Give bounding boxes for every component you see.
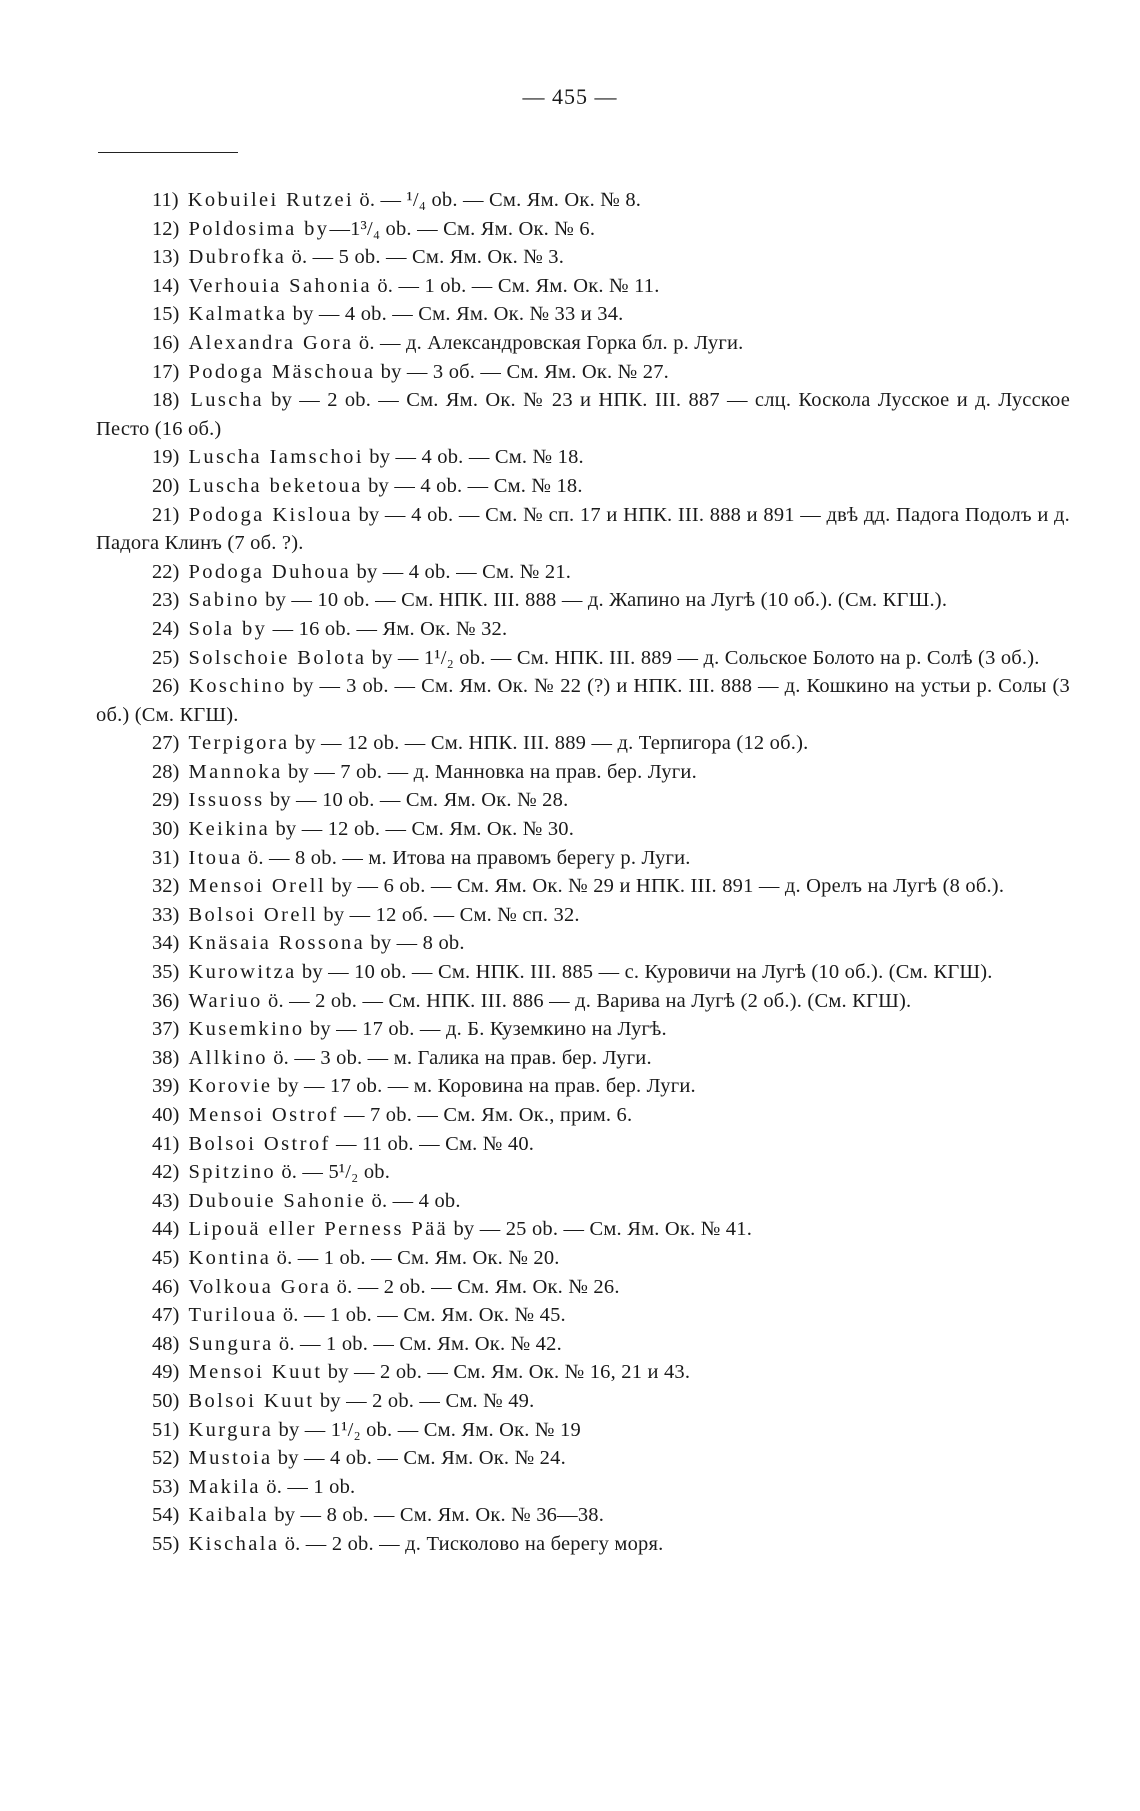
entry-description: ö. — 1 ob. — См. Ям. Ок. № 42. (273, 1332, 562, 1355)
entry-place-name: Makila (188, 1475, 261, 1498)
entry-place-name: Wariuo (188, 989, 263, 1012)
entry-number: 30) (152, 818, 180, 841)
entry (96, 1044, 1070, 1073)
entry-number: 28) (152, 760, 180, 783)
entry (96, 558, 1070, 587)
entry-description: ö. — 5¹/₂ ob. (276, 1161, 391, 1184)
entry-number: 32) (152, 875, 180, 898)
entry-description: by — 10 ob. — См. Ям. Ок. № 28. (264, 789, 569, 812)
entry-place-name: Volkoua Gora (188, 1275, 332, 1298)
entry-number: 38) (152, 1046, 180, 1069)
entry-place-name: Podoga Kisloua (188, 503, 353, 526)
entry-description: ö. — 4 ob. (366, 1189, 461, 1212)
entry-place-name: Turiloua (188, 1304, 278, 1327)
entry (96, 1416, 1070, 1445)
entry-number: 40) (152, 1104, 180, 1126)
entry (96, 443, 1070, 472)
entry-place-name: Allkino (188, 1046, 268, 1069)
entry-number: 23) (152, 589, 180, 612)
entry (96, 644, 1070, 673)
entry-number: 41) (152, 1132, 180, 1155)
entry-description: by — 8 ob. (365, 932, 465, 955)
entry-description: ö. — 1 ob. (260, 1475, 356, 1498)
entry (96, 872, 1070, 901)
entry-place-name: Kusemkino (188, 1018, 305, 1041)
entry (96, 987, 1070, 1016)
entry-number: 24) (152, 617, 180, 640)
entry-description: by — 1¹/₂ ob. — См. Ям. Ок. № 19 (273, 1418, 581, 1441)
entry (96, 786, 1070, 815)
entry-number: 34) (152, 932, 180, 955)
entry (96, 1158, 1070, 1187)
entry-description: ö. — 5 ob. — См. Ям. Ок. № 3. (286, 246, 565, 269)
entry-number: 39) (152, 1075, 180, 1098)
entry-number: 17) (152, 360, 180, 383)
entry-number: 50) (152, 1389, 180, 1412)
entry-number: 46) (152, 1275, 180, 1298)
entry-place-name: Luscha Iamschoi (188, 446, 364, 469)
entry-description: — 7 ob. — См. Ям. Ок., прим. 6. (338, 1104, 633, 1126)
entry-place-name: Korovie (188, 1075, 273, 1098)
entry-description: ö. — ¹/₄ ob. — См. Ям. Ок. № 8. (354, 189, 642, 211)
entry-number: 33) (152, 903, 180, 926)
entry-description: by — 2 ob. — См. № 49. (314, 1389, 535, 1412)
entry-description: ö. — 1 ob. — См. Ям. Ок. № 20. (271, 1246, 560, 1269)
entry (96, 615, 1070, 644)
entry-number: 18) (152, 389, 180, 412)
entry-number: 12) (152, 217, 180, 240)
entry-number: 19) (152, 446, 180, 469)
entry-place-name: Bolsoi Kuut (188, 1389, 315, 1412)
entry (96, 1330, 1070, 1359)
entry-number: 37) (152, 1018, 180, 1041)
entry-description: ö. — 2 ob. — д. Тисколово на берегу моря. (279, 1532, 664, 1555)
entry (96, 501, 1070, 558)
entry (96, 815, 1070, 844)
entry-number: 44) (152, 1218, 180, 1241)
entry-description: by — 4 ob. — См. Ям. Ок. № 33 и 34. (287, 303, 624, 326)
entry-description: by — 4 ob. — См. Ям. Ок. № 24. (272, 1447, 566, 1470)
entry-description: —1³/₄ ob. — См. Ям. Ок. № 6. (329, 217, 596, 240)
entry-description: ö. — 1 ob. — См. Ям. Ок. № 11. (372, 274, 660, 297)
entry-description: by — 4 ob. — См. № 18. (362, 474, 583, 497)
entry-description: by — 10 ob. — См. НПК. III. 885 — с. Куровичи на Лугѣ (10 об.). (См. КГШ). (296, 961, 993, 984)
entry-description: by — 25 ob. — См. Ям. Ок. № 41. (448, 1218, 753, 1241)
entry-place-name: Kobuilei Rutzei (187, 189, 355, 211)
entry (96, 186, 1070, 215)
entry (96, 1301, 1070, 1330)
entry-number: 43) (152, 1189, 180, 1212)
entry-place-name: Podoga Mäschoua (188, 360, 376, 383)
entry-number: 54) (152, 1504, 180, 1527)
entry-place-name: Mannoka (188, 760, 283, 783)
entry-number: 42) (152, 1161, 180, 1184)
entry-description: by — 4 ob. — См. № 21. (351, 560, 572, 583)
entry-number: 15) (152, 303, 180, 326)
entry-place-name: Dubrofka (188, 246, 287, 269)
entry-description: by — 3 ob. — См. Ям. Ок. № 22 (?) и НПК. III. 888 — д. Кошкино на устьи р. Солы (3 об.) (См. КГШ). (96, 675, 1071, 726)
entry-description: ö. — 2 ob. — См. НПК. III. 886 — д. Варива на Лугѣ (2 об.). (См. КГШ). (262, 989, 912, 1012)
entry-number: 55) (152, 1532, 180, 1555)
entry-description: by — 6 ob. — См. Ям. Ок. № 29 и НПК. III. 891 — д. Орелъ на Лугѣ (8 об.). (326, 875, 1005, 898)
entry-place-name: Mensoi Kuut (188, 1361, 323, 1384)
entry (96, 1244, 1070, 1273)
entry-description: by — 2 ob. — См. Ям. Ок. № 23 и НПК. III. 887 — слц. Коскола Лусское и д. Лусское Песто (16 об.) (96, 389, 1071, 440)
entry (96, 1101, 1070, 1130)
entry-place-name: Dubouie Sahonie (188, 1189, 367, 1212)
entry (96, 901, 1070, 930)
entry (96, 958, 1070, 987)
entry-place-name: Kurowitza (188, 961, 297, 984)
entry-description: by — 4 ob. — См. № 18. (363, 446, 584, 469)
entry-description: by — 17 ob. — м. Коровина на прав. бер. Луги. (272, 1075, 696, 1098)
entry-number: 52) (152, 1447, 180, 1470)
entry (96, 1130, 1070, 1159)
entry-place-name: Sabino (188, 589, 260, 612)
entry-number: 36) (152, 989, 180, 1012)
entry-place-name: Mustoia (188, 1447, 273, 1470)
entry-description: by — 7 ob. — д. Манновка на прав. бер. Луги. (282, 760, 697, 783)
entry (96, 729, 1070, 758)
entry (96, 929, 1070, 958)
entry-place-name: Bolsoi Ostrof (188, 1132, 331, 1155)
entry-place-name: Kurgura (188, 1418, 274, 1441)
entry-place-name: Podoga Duhoua (188, 560, 352, 583)
entry-number: 35) (152, 961, 180, 984)
entry (96, 1072, 1070, 1101)
entry-place-name: Mensoi Orell (188, 875, 326, 898)
entry (96, 1473, 1070, 1502)
entry-description: — 16 ob. — Ям. Ок. № 32. (267, 617, 508, 640)
entry-place-name: Bolsoi Orell (188, 903, 319, 926)
entry-description: by — 12 об. — См. № сп. 32. (318, 903, 580, 926)
entry-number: 25) (152, 646, 180, 669)
entry-description: ö. — д. Александровская Горка бл. р. Луги. (353, 331, 744, 354)
entry-number: 11) (152, 189, 179, 211)
entry-number: 45) (152, 1246, 180, 1269)
entry-place-name: Luscha beketoua (188, 474, 363, 497)
entry-place-name: Sola by (188, 617, 268, 640)
entry (96, 1187, 1070, 1216)
entry-place-name: Alexandra Gora (188, 331, 354, 354)
entry (96, 586, 1070, 615)
entry (96, 300, 1070, 329)
entry-place-name: Terpigora (188, 732, 290, 755)
footnote-rule (98, 152, 238, 153)
entry-place-name: Luscha (190, 389, 264, 412)
entry-description: by — 17 ob. — д. Б. Куземкино на Лугѣ. (304, 1018, 667, 1041)
entry-description: ö. — 8 ob. — м. Итова на правомъ берегу р. Луги. (242, 846, 691, 869)
entry-description: by — 4 ob. — См. № сп. 17 и НПК. III. 888 и 891 — двѣ дд. Падога Подолъ и д. Падога Клинъ (7 об. ?). (96, 503, 1071, 555)
entry (96, 272, 1070, 301)
entry-number: 49) (152, 1361, 180, 1384)
entry (96, 329, 1070, 358)
entry (96, 758, 1070, 787)
entry-number: 13) (152, 246, 180, 269)
entry-number: 27) (152, 732, 180, 755)
entry-description: by — 10 ob. — См. НПК. III. 888 — д. Жапино на Лугѣ (10 об.). (См. КГШ.). (259, 589, 948, 612)
entry-description: by — 8 ob. — См. Ям. Ок. № 36—38. (269, 1504, 605, 1527)
entry-place-name: Koschino (189, 675, 287, 698)
entry-description: by — 3 об. — См. Ям. Ок. № 27. (375, 360, 669, 383)
entry-number: 29) (152, 789, 180, 812)
entry (96, 215, 1070, 244)
entry-description: by — 1¹/₂ ob. — См. НПК. III. 889 — д. Сольское Болото на р. Солѣ (3 об.). (366, 646, 1040, 669)
entry-number: 21) (152, 503, 180, 526)
entry (96, 844, 1070, 873)
entry-place-name: Kalmatka (188, 303, 288, 326)
entry-number: 31) (152, 846, 180, 869)
entry-place-name: Sungura (188, 1332, 274, 1355)
entry-description: — 11 ob. — См. № 40. (330, 1132, 535, 1155)
entry-number: 48) (152, 1332, 180, 1355)
entry (96, 1387, 1070, 1416)
entry-place-name: Kaibala (188, 1504, 269, 1527)
entry-number: 16) (152, 331, 180, 354)
entry (96, 1273, 1070, 1302)
entry-place-name: Verhouia Sahonia (188, 274, 373, 297)
entry-description: ö. — 1 ob. — См. Ям. Ок. № 45. (277, 1304, 566, 1327)
entry (96, 243, 1070, 272)
entry-description: ö. — 2 ob. — См. Ям. Ок. № 26. (331, 1275, 620, 1298)
entry (96, 358, 1070, 387)
entry (96, 1530, 1070, 1559)
entry-number: 26) (152, 675, 180, 698)
entry-place-name: Mensoi Ostrof (188, 1104, 339, 1126)
entry-place-name: Itoua (188, 846, 243, 869)
entry (96, 472, 1070, 501)
entry-place-name: Knäsaia Rossona (188, 932, 366, 955)
entry-place-name: Lipouä eller Perness Pää (188, 1218, 449, 1241)
entry-place-name: Solschoie Bolota (188, 646, 367, 669)
entry (96, 1501, 1070, 1530)
entry-number: 22) (152, 560, 180, 583)
entry-place-name: Issuoss (188, 789, 265, 812)
entry-number: 53) (152, 1475, 180, 1498)
entry-place-name: Keikina (188, 818, 271, 841)
entry-number: 14) (152, 274, 180, 297)
entry-list (96, 186, 1070, 1559)
entry (96, 672, 1070, 729)
entry (96, 1358, 1070, 1387)
entry-description: by — 12 ob. — См. НПК. III. 889 — д. Терпигора (12 об.). (289, 732, 809, 755)
entry (96, 1444, 1070, 1473)
entry-description: by — 12 ob. — См. Ям. Ок. № 30. (270, 818, 575, 841)
entry (96, 1015, 1070, 1044)
entry-place-name: Poldosima by (188, 217, 330, 240)
entry (96, 386, 1070, 443)
entry-place-name: Spitzino (188, 1161, 276, 1184)
entry-number: 47) (152, 1304, 180, 1327)
entry-place-name: Kontina (188, 1246, 272, 1269)
entry-place-name: Kischala (188, 1532, 280, 1555)
entry-number: 20) (152, 474, 180, 497)
entry-number: 51) (152, 1418, 180, 1441)
entry-description: by — 2 ob. — См. Ям. Ок. № 16, 21 и 43. (322, 1361, 691, 1384)
entry (96, 1215, 1070, 1244)
entry-description: ö. — 3 ob. — м. Галика на прав. бер. Луги. (267, 1046, 652, 1069)
page-number: — 455 — (522, 84, 618, 109)
